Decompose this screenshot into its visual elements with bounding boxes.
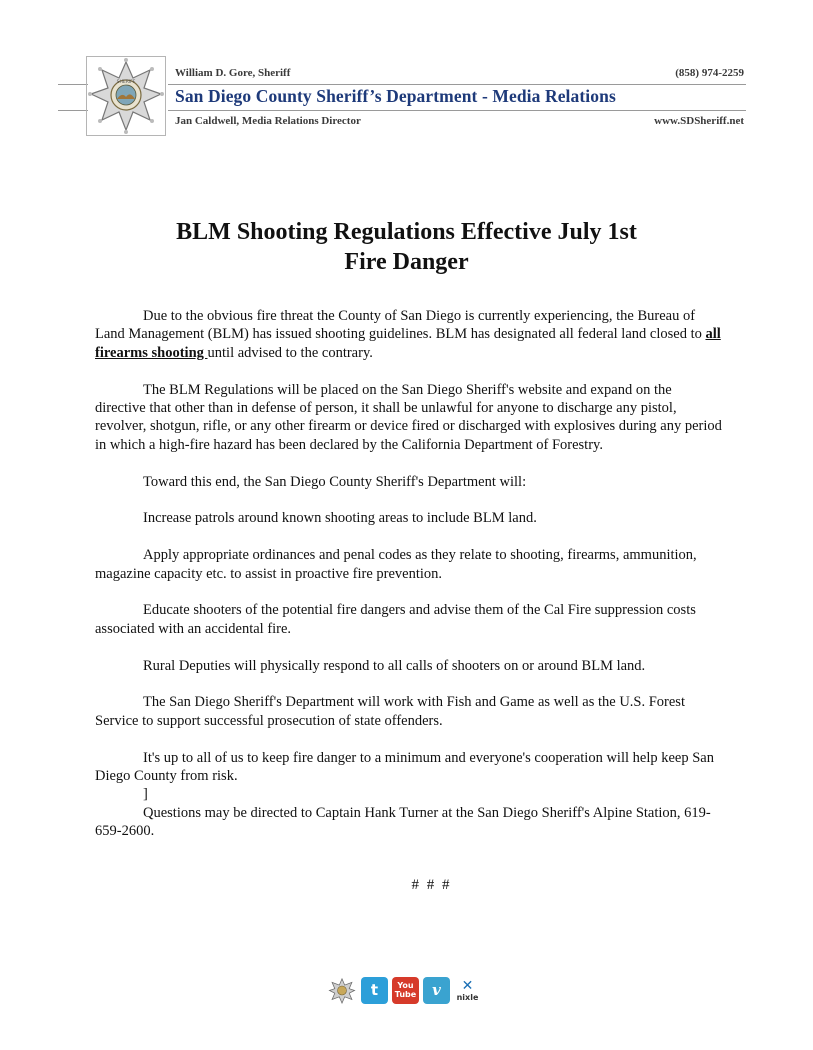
letterhead-rule-bottom-left (58, 110, 88, 111)
letterhead-rule-top (168, 84, 746, 85)
sheriff-star-icon[interactable] (327, 977, 357, 1004)
paragraph-3: Toward this end, the San Diego County Sheriff's Department will: (143, 473, 527, 490)
letterhead-rule-top-left (58, 84, 88, 85)
end-mark: # # # (411, 877, 452, 893)
sheriff-name: William D. Gore, Sheriff (175, 67, 291, 79)
vimeo-glyph: v (432, 981, 441, 999)
twitter-glyph: t (370, 981, 379, 999)
website-link[interactable]: www.SDSheriff.net (654, 115, 744, 127)
paragraph-9: It's up to all of us to keep fire danger to a minimum and everyone's cooperation will help keep San Diego County from risk. (95, 749, 714, 785)
headline-line-1: BLM Shooting Regulations Effective July 1st (176, 219, 637, 245)
media-director: Jan Caldwell, Media Relations Director (175, 115, 361, 127)
badge-label: SHERIFF (116, 80, 136, 85)
paragraph-6: Educate shooters of the potential fire dangers and advise them of the Cal Fire suppression costs associated with an accidental fire. (95, 602, 696, 637)
phone-number: (858) 974-2259 (675, 67, 744, 79)
emphasis-all-firearms-shooting: all firearms shooting (95, 326, 721, 361)
stray-bracket: ] (143, 786, 148, 803)
paragraph-5: Apply appropriate ordinances and penal codes as they relate to shooting, firearms, ammunition, magazine capacity etc. to assist in proactive fire prevention. (95, 547, 697, 582)
department-title: San Diego County Sheriff’s Department - Media Relations (175, 86, 616, 106)
paragraph-1-text: Due to the obvious fire threat the County of San Diego is currently experiencing, the Bureau of Land Management (BLM) has issued shooting guidelines. BLM has designated all federal land closed to (95, 308, 706, 343)
paragraph-2: The BLM Regulations will be placed on the San Diego Sheriff's website and expand on the directive that other than in defense of person, it shall be unlawful for anyone to discharge any pistol, revolver, shotgun, rifle, or any other firearm or device fired or discharged with explosives during any period in which a high-fire hazard has been declared by the California Department of Forestry. (95, 381, 722, 453)
paragraph-4: Increase patrols around known shooting areas to include BLM land. (143, 510, 537, 527)
paragraph-1-end: until advised to the contrary. (207, 344, 373, 361)
youtube-bottom: Tube (394, 990, 417, 999)
headline-line-2: Fire Danger (344, 249, 469, 275)
paragraph-8: The San Diego Sheriff's Department will work with Fish and Game as well as the U.S. Forest Service to support successful prosecution of state offenders. (95, 694, 685, 729)
paragraph-10: Questions may be directed to Captain Hank Turner at the San Diego Sheriff's Alpine Station, 619-659-2600. (95, 804, 711, 840)
letterhead-rule-bottom (168, 110, 746, 111)
nixle-mark: ✕ (461, 977, 474, 994)
paragraph-7: Rural Deputies will physically respond to all calls of shooters on or around BLM land. (143, 657, 646, 674)
paragraph-1 (95, 307, 725, 362)
nixle-icon[interactable] (454, 977, 481, 1004)
sheriff-star-badge-icon (86, 56, 166, 136)
social-links (327, 975, 481, 1005)
twitter-icon[interactable] (361, 977, 388, 1004)
nixle-label: nixle (456, 992, 479, 1002)
youtube-top: You (397, 981, 414, 990)
press-release-body (95, 307, 725, 859)
vimeo-icon[interactable] (423, 977, 450, 1004)
headline (0, 217, 813, 277)
youtube-icon[interactable] (392, 977, 419, 1004)
